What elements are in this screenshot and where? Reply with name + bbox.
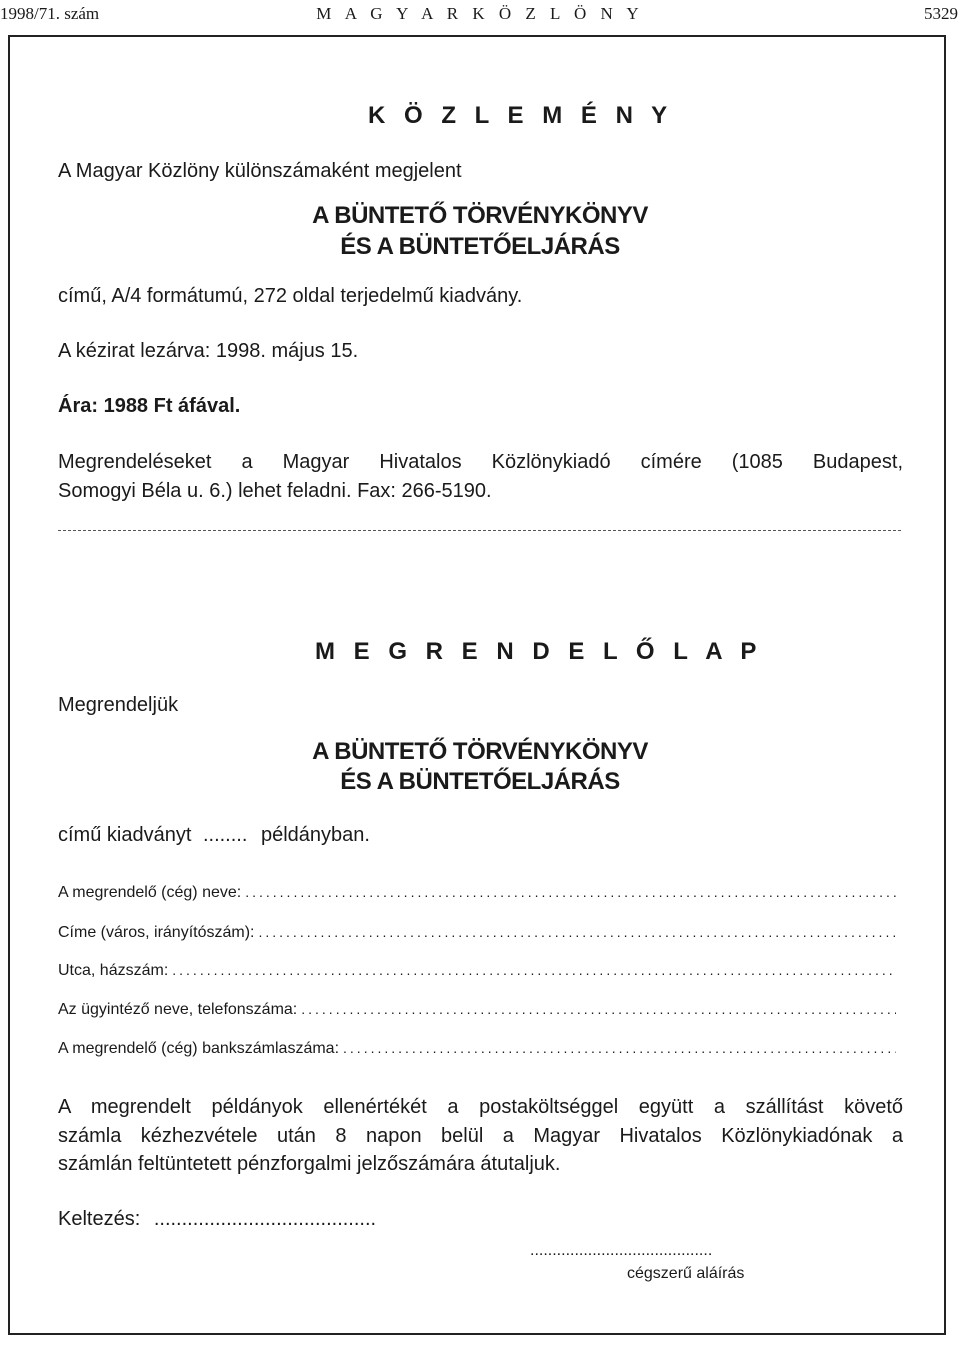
field-company-name[interactable]	[58, 884, 896, 902]
field-label: Címe (város, irányítószám):	[58, 924, 255, 941]
signature-blank[interactable]: .........................................	[530, 1242, 713, 1259]
issue-number: 1998/71. szám	[0, 4, 100, 23]
field-label: A megrendelő (cég) bankszámlaszáma:	[58, 1040, 340, 1057]
notice-intro: A Magyar Közlöny különszámaként megjelent	[58, 160, 462, 182]
copies-prefix: című kiadványt	[58, 824, 192, 846]
journal-title: M A G Y A R K Ö Z L Ö N Y	[316, 4, 644, 23]
date-line	[58, 1208, 376, 1231]
copies-suffix: példányban.	[260, 824, 370, 846]
notice-title: K Ö Z L E M É N Y	[368, 102, 674, 129]
form-we-order: Megrendeljük	[58, 694, 179, 716]
payment-line-3: számlán feltüntetett pénzforgalmi jelzőszámára átutaljuk.	[58, 1153, 561, 1175]
notice-closed-date: A kézirat lezárva: 1998. május 15.	[58, 340, 359, 362]
form-book-title-2: ÉS A BÜNTETŐELJÁRÁS	[340, 768, 620, 795]
payment-line-1: A megrendelt példányok ellenértékét a postaköltséggel együtt a szállítást követő	[58, 1096, 903, 1118]
notice-price: Ára: 1988 Ft áfával.	[58, 395, 241, 417]
field-dotted-line[interactable]	[245, 884, 896, 900]
payment-line-2: számla kézhezvétele után 8 napon belül a Magyar Hivatalos Közlönykiadónak a	[58, 1125, 903, 1147]
field-label: Az ügyintéző neve, telefonszáma:	[58, 1001, 298, 1018]
field-contact-phone[interactable]	[58, 1001, 896, 1019]
field-dotted-line[interactable]	[343, 1040, 896, 1056]
page-number: 5329	[924, 4, 958, 23]
field-label: A megrendelő (cég) neve:	[58, 884, 242, 901]
field-dotted-line[interactable]	[301, 1001, 896, 1017]
signature-label: cégszerű aláírás	[627, 1265, 745, 1282]
field-dotted-line[interactable]	[172, 962, 896, 978]
notice-order-line-2: Somogyi Béla u. 6.) lehet feladni. Fax: 266-5190.	[58, 480, 492, 502]
form-book-title-1: A BÜNTETŐ TÖRVÉNYKÖNYV	[312, 738, 648, 765]
notice-format: című, A/4 formátumú, 272 oldal terjedelmű kiadvány.	[58, 285, 523, 307]
field-bank-account[interactable]	[58, 1040, 896, 1058]
cut-line	[58, 530, 901, 531]
date-label: Keltezés:	[58, 1208, 141, 1230]
notice-order-line-1: Megrendeléseket a Magyar Hivatalos Közlönykiadó címére (1085 Budapest,	[58, 451, 903, 473]
form-title: M E G R E N D E L Ő L A P	[315, 638, 763, 665]
form-copies-line	[58, 824, 370, 847]
field-label: Utca, házszám:	[58, 962, 169, 979]
notice-book-title-2: ÉS A BÜNTETŐELJÁRÁS	[340, 233, 620, 260]
date-blank[interactable]: ........................................	[153, 1208, 377, 1230]
field-dotted-line[interactable]	[258, 924, 896, 940]
notice-book-title-1: A BÜNTETŐ TÖRVÉNYKÖNYV	[312, 202, 648, 229]
field-street[interactable]	[58, 962, 896, 980]
copies-blank[interactable]: ........	[202, 824, 248, 846]
field-city-zip[interactable]	[58, 924, 896, 942]
